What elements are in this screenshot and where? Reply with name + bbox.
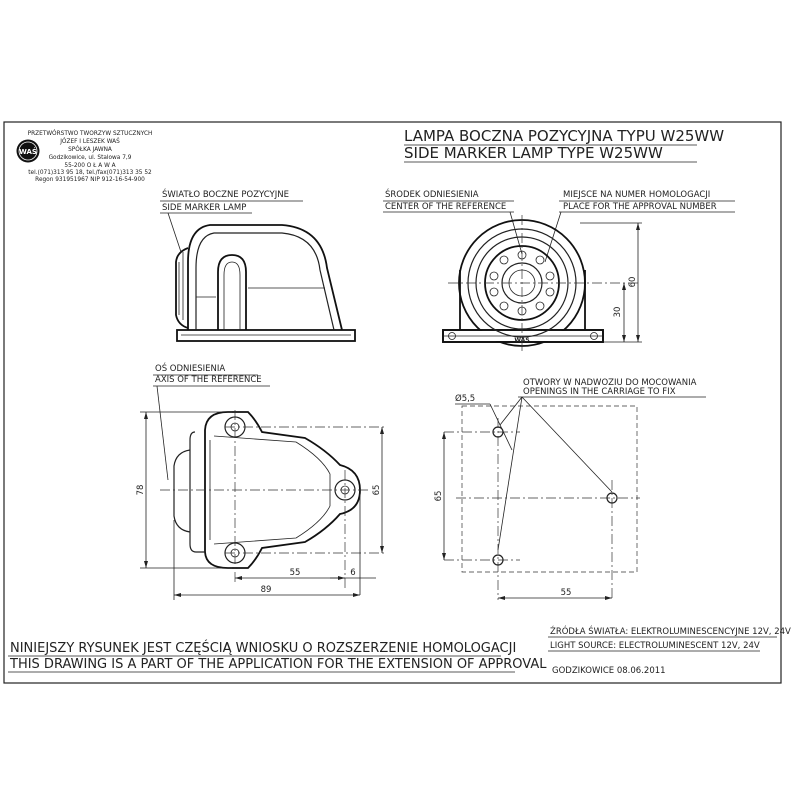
label-axis-pl: OŚ ODNIESIENIA xyxy=(155,364,226,374)
label-holes-en: OPENINGS IN THE CARRIAGE TO FIX xyxy=(523,387,676,397)
logo-text: WAŚ xyxy=(19,148,37,156)
label-approval-en: PLACE FOR THE APPROVAL NUMBER xyxy=(563,202,717,212)
footer-pl: NINIEJSZY RYSUNEK JEST CZĘŚCIĄ WNIOSKU O ROZSZERZENIE HOMOLOGACJI xyxy=(10,641,517,656)
label-lamp-pl: ŚWIATŁO BOCZNE POZYCYJNE xyxy=(162,190,289,200)
label-center-pl: ŚRODEK ODNIESIENIA xyxy=(385,190,479,200)
dim-holes-dia: Ø5,5 xyxy=(455,394,476,404)
label-axis-en: AXIS OF THE REFERENCE xyxy=(155,375,262,385)
label-lamp-en: SIDE MARKER LAMP xyxy=(162,203,247,213)
footer-en: THIS DRAWING IS A PART OF THE APPLICATION FOR THE EXTENSION OF APPROVAL xyxy=(10,657,547,672)
light-source-pl: ŹRÓDŁA ŚWIATŁA: ELEKTROLUMINESCENCYJNE 12V, 24V xyxy=(550,627,791,637)
front-view xyxy=(383,188,735,352)
company-block xyxy=(17,130,153,183)
dim-top-55: 55 xyxy=(289,568,301,578)
dim-front-30: 30 xyxy=(613,306,623,318)
company-line-6: tel.(071)313 95 18, tel./fax(071)313 35 52 xyxy=(28,170,152,176)
company-line-1: PRZETWÓRSTWO TWORZYW SZTUCZNYCH xyxy=(27,131,153,137)
mounting-holes-view xyxy=(434,378,706,600)
dim-holes-55: 55 xyxy=(560,588,572,598)
company-line-4: Godzikowice, ul. Stalowa 7,9 xyxy=(48,155,132,161)
dim-top-78: 78 xyxy=(136,484,146,496)
company-logo xyxy=(17,140,40,163)
footer-notes xyxy=(8,625,791,676)
light-source-en: LIGHT SOURCE: ELECTROLUMINESCENT 12V, 24V xyxy=(550,641,760,651)
dim-front-60: 60 xyxy=(628,276,638,288)
label-center-en: CENTER OF THE REFERENCE xyxy=(385,202,507,212)
dim-top-6: 6 xyxy=(350,568,356,578)
title-en: SIDE MARKER LAMP TYPE W25WW xyxy=(404,144,663,162)
drawing-date: GODZIKOWICE 08.06.2011 xyxy=(552,666,666,676)
company-line-5: 55-200 O Ł A W A xyxy=(64,163,116,169)
label-holes-pl: OTWORY W NADWOZIU DO MOCOWANIA xyxy=(523,378,697,388)
company-line-2: JÓZEF I LESZEK WAŚ xyxy=(60,139,120,145)
side-view xyxy=(160,188,355,341)
dim-top-89: 89 xyxy=(260,585,272,595)
front-view-mark: WAŚ xyxy=(514,337,530,344)
top-view xyxy=(136,362,385,600)
label-approval-pl: MIEJSCE NA NUMER HOMOLOGACJI xyxy=(563,190,711,200)
dim-holes-65: 65 xyxy=(434,490,444,502)
dim-top-65: 65 xyxy=(372,484,382,496)
company-line-7: Regon 931951967 NIP 912-16-54-900 xyxy=(35,177,145,183)
drawing-title xyxy=(404,127,724,162)
company-line-3: SPÓŁKA JAWNA xyxy=(68,147,112,153)
title-pl: LAMPA BOCZNA POZYCYJNA TYPU W25WW xyxy=(404,127,725,145)
